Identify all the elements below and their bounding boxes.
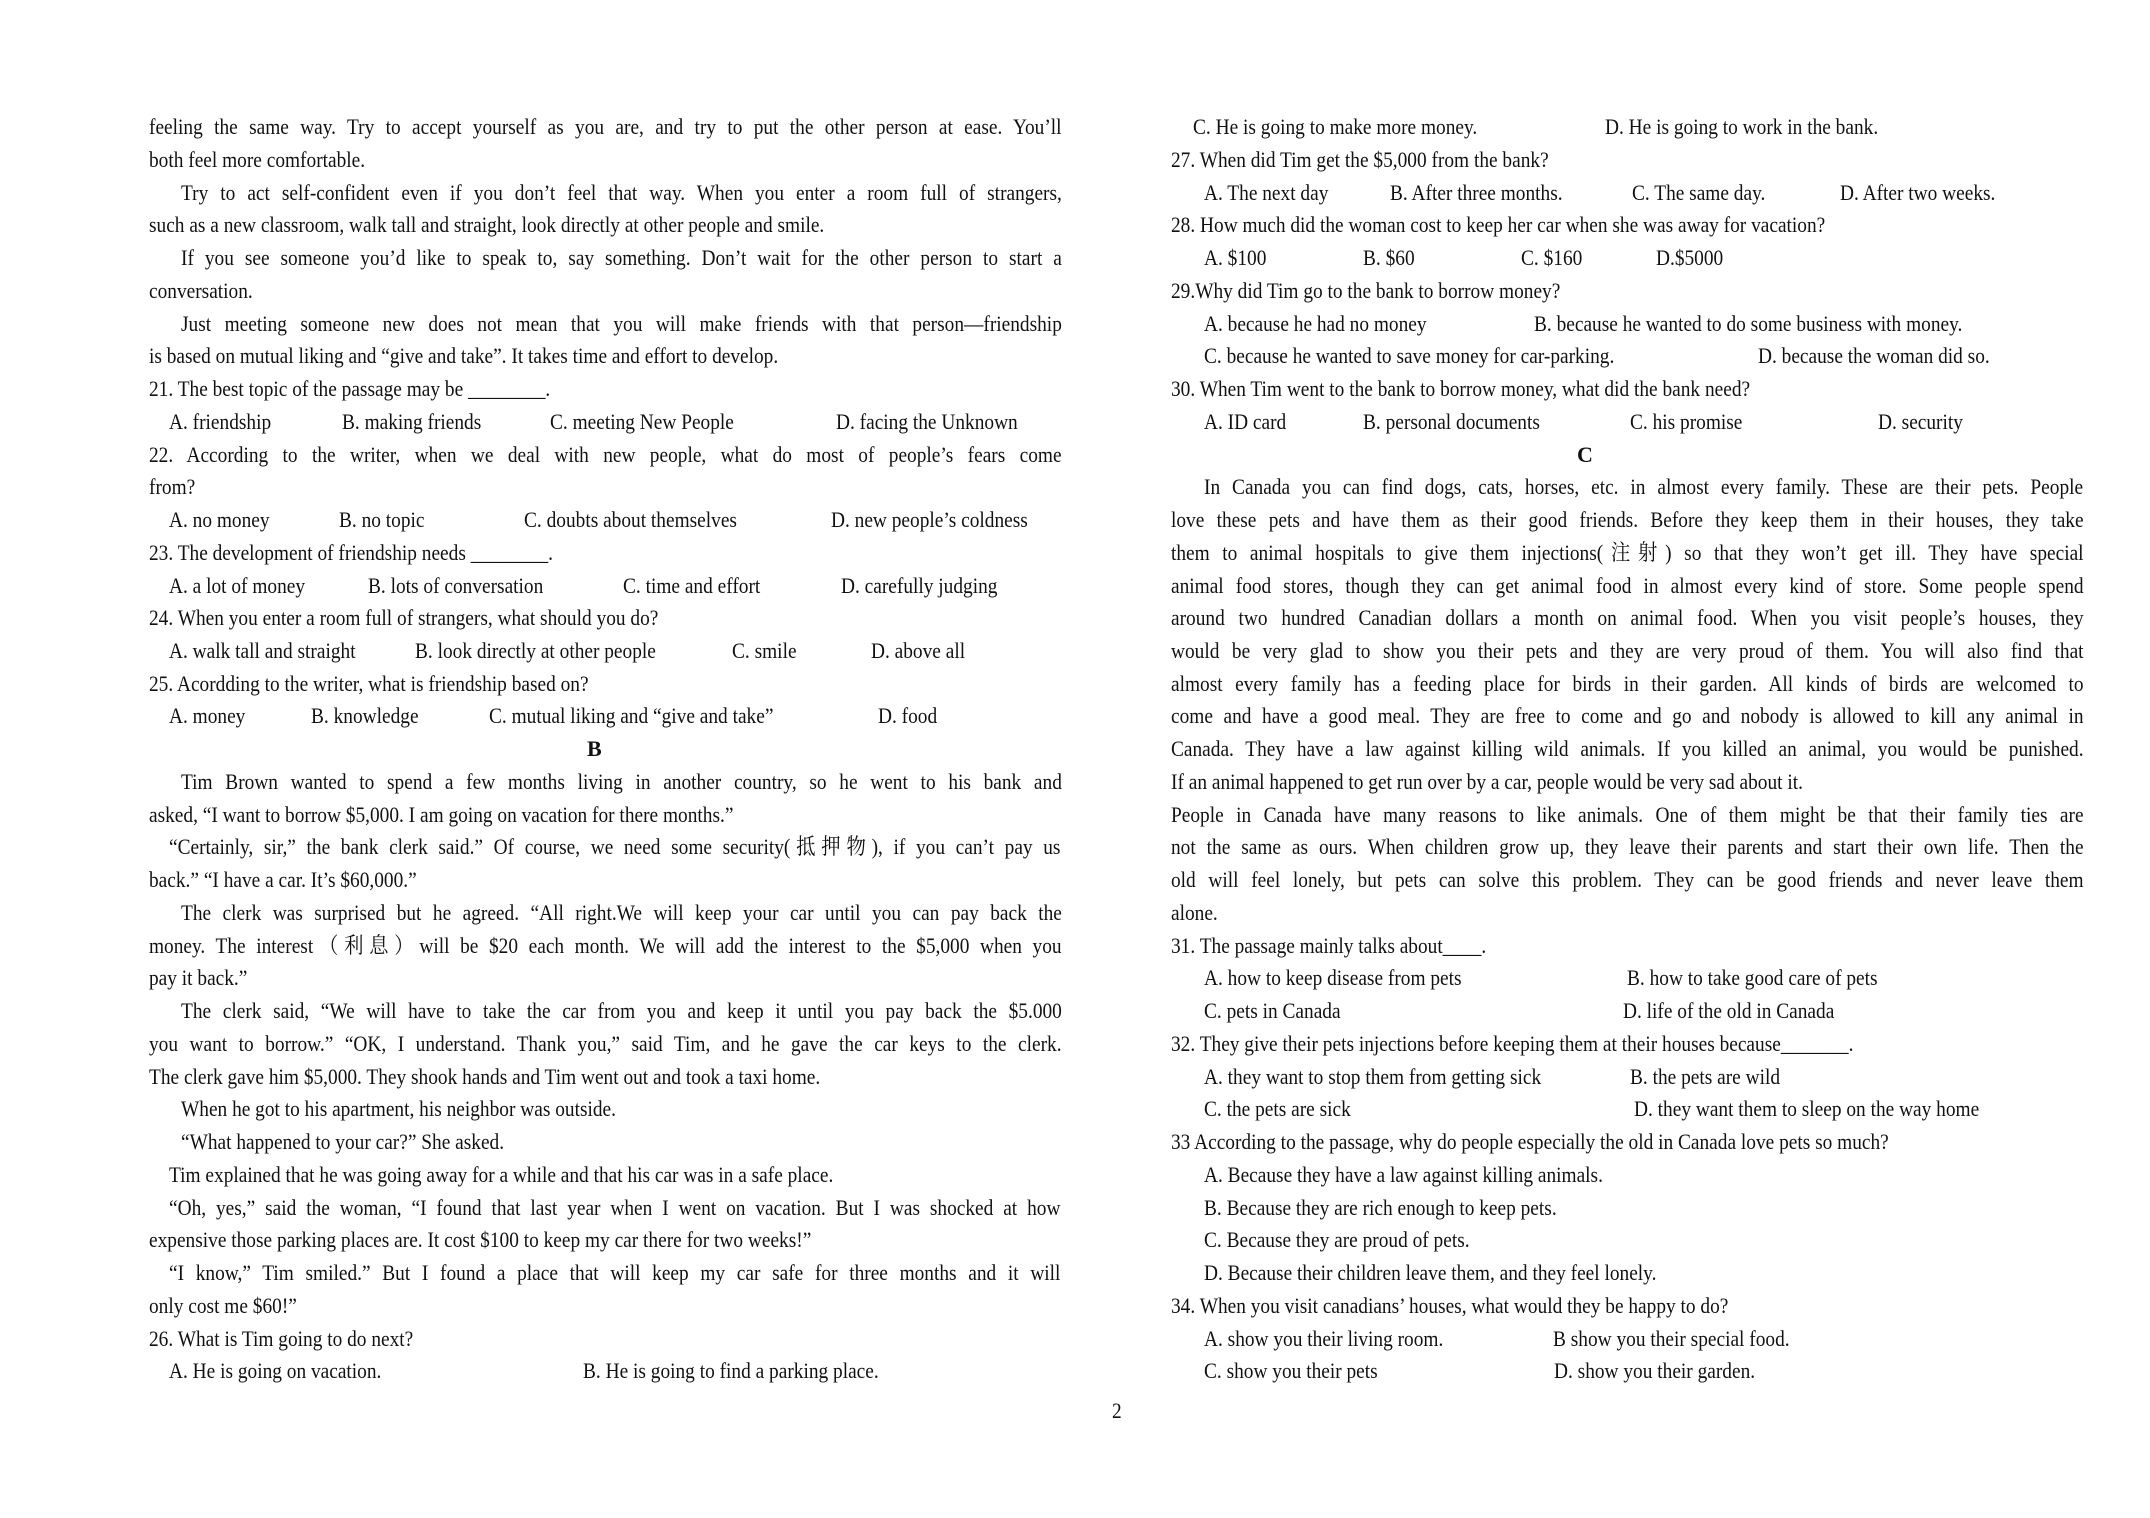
- question-text: 28. How much did the woman cost to keep her car when she was away for vacation?: [1171, 212, 1826, 237]
- answer-option: A. friendship: [169, 409, 272, 434]
- passage-line: The clerk was surprised but he agreed. “All right.We will keep your car until you can pay back the: [181, 900, 1062, 925]
- answer-option: C. show you their pets: [1204, 1358, 1378, 1383]
- answer-option: D. food: [878, 703, 938, 728]
- answer-option: B. He is going to find a parking place.: [583, 1358, 879, 1383]
- answer-option: B. $60: [1363, 245, 1415, 270]
- question-text: 32. They give their pets injections before keeping them at their houses because_______.: [1171, 1031, 1854, 1056]
- passage-line: come and have a good meal. They are free to come and go and nobody is allowed to kill any animal in: [1171, 703, 2084, 728]
- answer-option: C. his promise: [1630, 409, 1743, 434]
- passage-line: almost every family has a feeding place for birds in their garden. All kinds of birds are welcomed to: [1171, 671, 2084, 696]
- answer-option: A. The next day: [1204, 180, 1329, 205]
- answer-option: C. meeting New People: [550, 409, 734, 434]
- question-text: 29.Why did Tim go to the bank to borrow money?: [1171, 278, 1561, 303]
- passage-line: expensive those parking places are. It cost $100 to keep my car there for two weeks!”: [149, 1227, 812, 1252]
- answer-option: A. they want to stop them from getting sick: [1204, 1064, 1542, 1089]
- passage-line: only cost me $60!”: [149, 1293, 297, 1318]
- question-text: 25. Acordding to the writer, what is friendship based on?: [149, 671, 589, 696]
- answer-option: B. look directly at other people: [415, 638, 656, 663]
- answer-option: C. mutual liking and “give and take”: [489, 703, 774, 728]
- passage-line: you want to borrow.” “OK, I understand. Thank you,” said Tim, and he gave the car keys to the clerk.: [149, 1031, 1062, 1056]
- passage-line: such as a new classroom, walk tall and straight, look directly at other people and smile.: [149, 212, 825, 237]
- passage-line: People in Canada have many reasons to like animals. One of them might be that their family ties are: [1171, 802, 2084, 827]
- answer-option: C. the pets are sick: [1204, 1096, 1351, 1121]
- passage-line: animal food stores, though they can get animal food in almost every kind of store. Some people spend: [1171, 573, 2084, 598]
- passage-line: feeling the same way. Try to accept yourself as you are, and try to put the other person at ease. You’ll: [149, 114, 1062, 139]
- answer-option: D. carefully judging: [841, 573, 998, 598]
- answer-option: C. because he wanted to save money for car-parking.: [1204, 343, 1615, 368]
- passage-line: love these pets and have them as their good friends. Before they keep them in their houses, they take: [1171, 507, 2084, 532]
- answer-option: A. He is going on vacation.: [169, 1358, 382, 1383]
- question-text: 27. When did Tim get the $5,000 from the bank?: [1171, 147, 1549, 172]
- question-text: 33 According to the passage, why do people especially the old in Canada love pets so much?: [1171, 1129, 1889, 1154]
- question-text: 23. The development of friendship needs ________.: [149, 540, 553, 565]
- passage-line: them to animal hospitals to give them injections(注射) so that they won’t get ill. They have special: [1171, 540, 2084, 565]
- passage-line: “Oh, yes,” said the woman, “I found that last year when I went on vacation. But I was shocked at how: [169, 1195, 1061, 1220]
- passage-line: The clerk gave him $5,000. They shook hands and Tim went out and took a taxi home.: [149, 1064, 821, 1089]
- passage-line: In Canada you can find dogs, cats, horses, etc. in almost every family. These are their pets. People: [1204, 474, 2084, 499]
- answer-option: A. a lot of money: [169, 573, 306, 598]
- answer-option: D. because the woman did so.: [1758, 343, 1990, 368]
- answer-option: A. show you their living room.: [1204, 1326, 1444, 1351]
- question-text: 30. When Tim went to the bank to borrow money, what did the bank need?: [1171, 376, 1751, 401]
- passage-line: from?: [149, 474, 196, 499]
- page-number: 2: [1112, 1398, 1122, 1423]
- question-text: 24. When you enter a room full of strangers, what should you do?: [149, 605, 659, 630]
- answer-option: A. no money: [169, 507, 270, 532]
- answer-option: A. $100: [1204, 245, 1267, 270]
- question-text: 34. When you visit canadians’ houses, what would they be happy to do?: [1171, 1293, 1729, 1318]
- passage-line: A. Because they have a law against killing animals.: [1204, 1162, 1603, 1187]
- answer-option: C. The same day.: [1632, 180, 1766, 205]
- passage-line: asked, “I want to borrow $5,000. I am going on vacation for there months.”: [149, 802, 734, 827]
- section-heading: C: [1577, 442, 1593, 467]
- answer-option: A. walk tall and straight: [169, 638, 356, 663]
- answer-option: C. time and effort: [623, 573, 761, 598]
- passage-line: pay it back.”: [149, 965, 248, 990]
- answer-option: C. smile: [732, 638, 797, 663]
- answer-option: B. how to take good care of pets: [1627, 965, 1878, 990]
- answer-option: B. lots of conversation: [368, 573, 544, 598]
- answer-option: D. After two weeks.: [1840, 180, 1996, 205]
- answer-option: A. ID card: [1204, 409, 1287, 434]
- passage-line: old will feel lonely, but pets can solve this problem. They can be good friends and never leave them: [1171, 867, 2084, 892]
- answer-option: A. how to keep disease from pets: [1204, 965, 1462, 990]
- passage-line: conversation.: [149, 278, 253, 303]
- answer-option: C. He is going to make more money.: [1193, 114, 1478, 139]
- answer-option: A. money: [169, 703, 246, 728]
- passage-line: C. Because they are proud of pets.: [1204, 1227, 1470, 1252]
- passage-line: both feel more comfortable.: [149, 147, 366, 172]
- passage-line: around two hundred Canadian dollars a month on animal food. When you visit people’s houses, they: [1171, 605, 2084, 630]
- passage-line: “Certainly, sir,” the bank clerk said.” Of course, we need some security(抵押物), if you can’t pay us: [169, 834, 1061, 859]
- passage-line: If you see someone you’d like to speak to, say something. Don’t wait for the other person to start a: [181, 245, 1062, 270]
- answer-option: D. security: [1878, 409, 1963, 434]
- section-heading: B: [587, 736, 602, 761]
- answer-option: D. facing the Unknown: [836, 409, 1018, 434]
- passage-line: D. Because their children leave them, and they feel lonely.: [1204, 1260, 1657, 1285]
- answer-option: C. pets in Canada: [1204, 998, 1341, 1023]
- passage-line: B. Because they are rich enough to keep pets.: [1204, 1195, 1557, 1220]
- passage-line: is based on mutual liking and “give and take”. It takes time and effort to develop.: [149, 343, 779, 368]
- answer-option: B. making friends: [342, 409, 482, 434]
- passage-line: “What happened to your car?” She asked.: [181, 1129, 505, 1154]
- answer-option: D. He is going to work in the bank.: [1605, 114, 1879, 139]
- passage-line: If an animal happened to get run over by a car, people would be very sad about it.: [1171, 769, 1803, 794]
- passage-line: money. The interest（利息）will be $20 each month. We will add the interest to the $5,000 when you: [149, 933, 1062, 958]
- question-text: 31. The passage mainly talks about____.: [1171, 933, 1487, 958]
- answer-option: C. doubts about themselves: [524, 507, 737, 532]
- passage-line: Tim explained that he was going away for a while and that his car was in a safe place.: [169, 1162, 834, 1187]
- passage-line: alone.: [1171, 900, 1218, 925]
- passage-line: not the same as ours. When children grow up, they leave their parents and start their own life. Then the: [1171, 834, 2084, 859]
- answer-option: B. After three months.: [1390, 180, 1563, 205]
- answer-option: B. personal documents: [1363, 409, 1540, 434]
- passage-line: When he got to his apartment, his neighbor was outside.: [181, 1096, 616, 1121]
- passage-line: Try to act self-confident even if you don’t feel that way. When you enter a room full of strangers,: [181, 180, 1062, 205]
- answer-option: D. new people’s coldness: [831, 507, 1028, 532]
- answer-option: D. they want them to sleep on the way home: [1634, 1096, 1980, 1121]
- answer-option: D. show you their garden.: [1554, 1358, 1756, 1383]
- question-text: 22. According to the writer, when we deal with new people, what do most of people’s fears come: [149, 442, 1062, 467]
- question-text: 26. What is Tim going to do next?: [149, 1326, 414, 1351]
- passage-line: The clerk said, “We will have to take the car from you and keep it until you pay back the $5.000: [181, 998, 1062, 1023]
- question-text: 21. The best topic of the passage may be ________.: [149, 376, 551, 401]
- passage-line: “I know,” Tim smiled.” But I found a place that will keep my car safe for three months and it will: [169, 1260, 1061, 1285]
- answer-option: B show you their special food.: [1553, 1326, 1790, 1351]
- answer-option: D. above all: [871, 638, 966, 663]
- answer-option: B. no topic: [339, 507, 425, 532]
- passage-line: back.” “I have a car. It’s $60,000.”: [149, 867, 417, 892]
- answer-option: A. because he had no money: [1204, 311, 1427, 336]
- answer-option: D. life of the old in Canada: [1623, 998, 1835, 1023]
- passage-line: would be very glad to show you their pets and they are very proud of them. You will also find that: [1171, 638, 2084, 663]
- answer-option: B. the pets are wild: [1630, 1064, 1781, 1089]
- answer-option: C. $160: [1521, 245, 1583, 270]
- answer-option: B. because he wanted to do some business with money.: [1534, 311, 1963, 336]
- answer-option: D.$5000: [1656, 245, 1724, 270]
- passage-line: Tim Brown wanted to spend a few months living in another country, so he went to his bank and: [181, 769, 1062, 794]
- answer-option: B. knowledge: [311, 703, 419, 728]
- passage-line: Canada. They have a law against killing wild animals. If you killed an animal, you would be punished.: [1171, 736, 2084, 761]
- passage-line: Just meeting someone new does not mean that you will make friends with that person—friendship: [181, 311, 1062, 336]
